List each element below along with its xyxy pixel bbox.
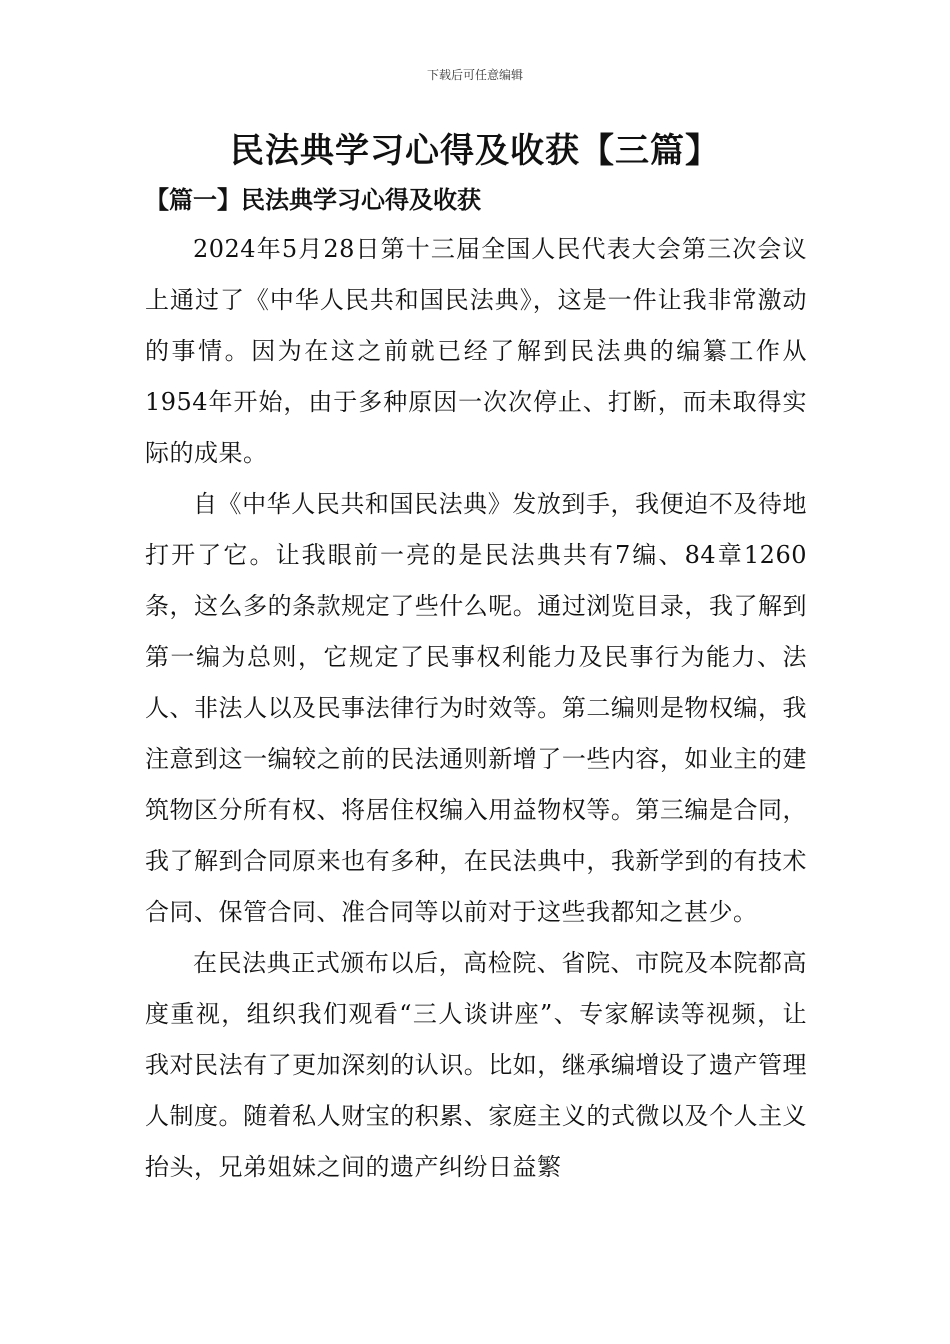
section-heading: 【篇一】民法典学习心得及收获: [145, 185, 481, 214]
paragraph: 自《中华人民共和国民法典》发放到手，我便迫不及待地打开了它。让我眼前一亮的是民法典共有7编、84章1260条，这么多的条款规定了些什么呢。通过浏览目录，我了解到第一编为总则，它规定了民事权利能力及民事行为能力、法人、非法人以及民事法律行为时效等。第二编则是物权编，我注意到这一编较之前的民法通则新增了一些内容，如业主的建筑物区分所有权、将居住权编入用益物权等。第三编是合同，我了解到合同原来也有多种，在民法典中，我新学到的有技术合同、保管合同、准合同等以前对于这些我都知之甚少。: [145, 490, 807, 926]
paragraph: 在民法典正式颁布以后，高检院、省院、市院及本院都高度重视，组织我们观看“三人谈讲座”、专家解读等视频，让我对民法有了更加深刻的认识。比如，继承编增设了遗产管理人制度。随着私人财宝的积累、家庭主义的式微以及个人主义抬头，兄弟姐妹之间的遗产纠纷日益繁: [145, 949, 807, 1181]
header-note: 下载后可任意编辑: [426, 68, 523, 82]
paragraph: 2024年5月28日第十三届全国人民代表大会第三次会议上通过了《中华人民共和国民法典》，这是一件让我非常激动的事情。因为在这之前就已经了解到民法典的编纂工作从1954年开始，由于多种原因一次次停止、打断，而未取得实际的成果。: [145, 235, 807, 467]
document-title: 民法典学习心得及收获【三篇】: [230, 131, 720, 171]
body-text: [145, 224, 807, 1193]
